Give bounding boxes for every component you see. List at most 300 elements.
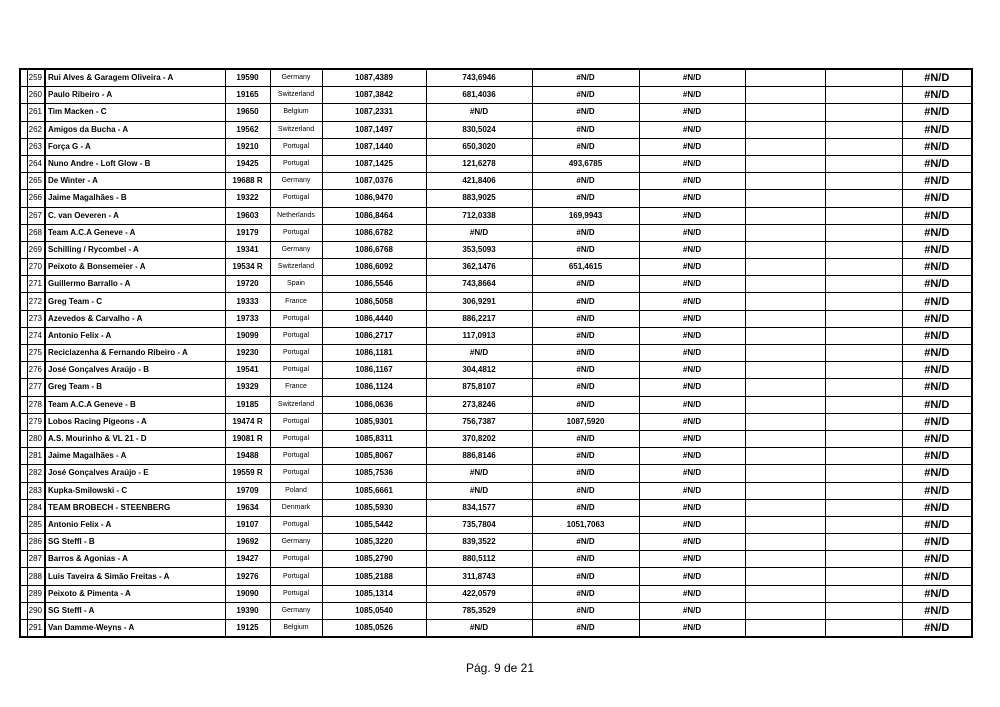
result: #N/D xyxy=(902,585,972,602)
value-1: 1085,9301 xyxy=(322,413,426,430)
row-rank: 270 xyxy=(27,259,45,276)
participant-name: SG Steffl - A xyxy=(45,602,225,619)
country: Switzerland xyxy=(270,87,322,104)
value-5 xyxy=(745,104,825,121)
value-4: #N/D xyxy=(639,396,745,413)
participant-name: Jaime Magalhães - B xyxy=(45,190,225,207)
value-5 xyxy=(745,465,825,482)
row-margin xyxy=(20,620,27,638)
value-2: 311,8743 xyxy=(426,568,532,585)
value-3: #N/D xyxy=(532,602,639,619)
result: #N/D xyxy=(902,516,972,533)
value-6 xyxy=(825,602,902,619)
value-2: 273,8246 xyxy=(426,396,532,413)
row-margin xyxy=(20,345,27,362)
value-4: #N/D xyxy=(639,620,745,638)
row-rank: 280 xyxy=(27,430,45,447)
result: #N/D xyxy=(902,259,972,276)
value-4: #N/D xyxy=(639,310,745,327)
row-rank: 260 xyxy=(27,87,45,104)
row-rank: 290 xyxy=(27,602,45,619)
value-6 xyxy=(825,104,902,121)
participant-name: Barros & Agonias - A xyxy=(45,551,225,568)
ring-number: 19603 xyxy=(225,207,270,224)
value-4: #N/D xyxy=(639,293,745,310)
value-5 xyxy=(745,516,825,533)
value-1: 1086,1181 xyxy=(322,345,426,362)
table-row xyxy=(20,413,972,430)
value-3: #N/D xyxy=(532,568,639,585)
value-4: #N/D xyxy=(639,413,745,430)
result: #N/D xyxy=(902,602,972,619)
ring-number: 19390 xyxy=(225,602,270,619)
value-5 xyxy=(745,430,825,447)
value-2: 306,9291 xyxy=(426,293,532,310)
participant-name: SG Steffl - B xyxy=(45,534,225,551)
table-row xyxy=(20,396,972,413)
ring-number: 19125 xyxy=(225,620,270,638)
value-5 xyxy=(745,138,825,155)
country: Portugal xyxy=(270,138,322,155)
value-1: 1085,2790 xyxy=(322,551,426,568)
value-6 xyxy=(825,241,902,258)
table-row xyxy=(20,551,972,568)
row-rank: 265 xyxy=(27,173,45,190)
value-2: 650,3020 xyxy=(426,138,532,155)
row-margin xyxy=(20,259,27,276)
participant-name: Guillermo Barrallo - A xyxy=(45,276,225,293)
value-1: 1085,6661 xyxy=(322,482,426,499)
value-2: #N/D xyxy=(426,224,532,241)
value-3: #N/D xyxy=(532,190,639,207)
table-row xyxy=(20,310,972,327)
participant-name: Força G - A xyxy=(45,138,225,155)
value-1: 1086,5546 xyxy=(322,276,426,293)
result: #N/D xyxy=(902,173,972,190)
value-6 xyxy=(825,259,902,276)
value-4: #N/D xyxy=(639,155,745,172)
participant-name: Kupka-Smilowski - C xyxy=(45,482,225,499)
value-6 xyxy=(825,173,902,190)
value-6 xyxy=(825,516,902,533)
row-margin xyxy=(20,190,27,207)
participant-name: Amigos da Bucha - A xyxy=(45,121,225,138)
row-rank: 261 xyxy=(27,104,45,121)
row-rank: 291 xyxy=(27,620,45,638)
value-6 xyxy=(825,568,902,585)
value-2: 756,7387 xyxy=(426,413,532,430)
value-3: #N/D xyxy=(532,465,639,482)
ring-number: 19474 R xyxy=(225,413,270,430)
value-2: #N/D xyxy=(426,465,532,482)
participant-name: José Gonçalves Araújo - E xyxy=(45,465,225,482)
row-margin xyxy=(20,121,27,138)
value-3: #N/D xyxy=(532,585,639,602)
ring-number: 19081 R xyxy=(225,430,270,447)
country: Portugal xyxy=(270,362,322,379)
value-3: #N/D xyxy=(532,104,639,121)
value-1: 1087,1497 xyxy=(322,121,426,138)
row-rank: 276 xyxy=(27,362,45,379)
results-sheet xyxy=(19,68,973,638)
participant-name: Reciclazenha & Fernando Ribeiro - A xyxy=(45,345,225,362)
ring-number: 19210 xyxy=(225,138,270,155)
row-rank: 263 xyxy=(27,138,45,155)
value-5 xyxy=(745,534,825,551)
value-3: #N/D xyxy=(532,379,639,396)
row-rank: 279 xyxy=(27,413,45,430)
value-1: 1087,1425 xyxy=(322,155,426,172)
row-rank: 283 xyxy=(27,482,45,499)
row-margin xyxy=(20,465,27,482)
row-rank: 278 xyxy=(27,396,45,413)
value-4: #N/D xyxy=(639,379,745,396)
country: Portugal xyxy=(270,345,322,362)
row-rank: 275 xyxy=(27,345,45,362)
row-margin xyxy=(20,155,27,172)
table-row xyxy=(20,121,972,138)
result: #N/D xyxy=(902,138,972,155)
value-3: #N/D xyxy=(532,499,639,516)
participant-name: Tim Macken - C xyxy=(45,104,225,121)
value-6 xyxy=(825,499,902,516)
value-6 xyxy=(825,413,902,430)
row-margin xyxy=(20,69,27,87)
value-3: #N/D xyxy=(532,69,639,87)
result: #N/D xyxy=(902,121,972,138)
value-6 xyxy=(825,345,902,362)
value-4: #N/D xyxy=(639,448,745,465)
value-1: 1087,0376 xyxy=(322,173,426,190)
value-5 xyxy=(745,379,825,396)
value-3: #N/D xyxy=(532,620,639,638)
value-4: #N/D xyxy=(639,568,745,585)
value-2: 875,8107 xyxy=(426,379,532,396)
value-4: #N/D xyxy=(639,602,745,619)
value-3: #N/D xyxy=(532,396,639,413)
value-6 xyxy=(825,482,902,499)
value-2: 886,8146 xyxy=(426,448,532,465)
table-row xyxy=(20,207,972,224)
row-rank: 273 xyxy=(27,310,45,327)
value-6 xyxy=(825,293,902,310)
value-5 xyxy=(745,190,825,207)
ring-number: 19427 xyxy=(225,551,270,568)
value-1: 1086,6768 xyxy=(322,241,426,258)
row-rank: 281 xyxy=(27,448,45,465)
value-5 xyxy=(745,155,825,172)
value-4: #N/D xyxy=(639,121,745,138)
row-margin xyxy=(20,327,27,344)
country: Portugal xyxy=(270,310,322,327)
value-4: #N/D xyxy=(639,482,745,499)
value-6 xyxy=(825,155,902,172)
table-row xyxy=(20,482,972,499)
row-rank: 274 xyxy=(27,327,45,344)
value-5 xyxy=(745,276,825,293)
value-2: 681,4036 xyxy=(426,87,532,104)
ring-number: 19333 xyxy=(225,293,270,310)
row-margin xyxy=(20,430,27,447)
value-5 xyxy=(745,327,825,344)
participant-name: C. van Oeveren - A xyxy=(45,207,225,224)
participant-name: José Gonçalves Araújo - B xyxy=(45,362,225,379)
value-6 xyxy=(825,190,902,207)
value-4: #N/D xyxy=(639,551,745,568)
value-5 xyxy=(745,396,825,413)
ring-number: 19709 xyxy=(225,482,270,499)
table-row xyxy=(20,224,972,241)
value-2: 834,1577 xyxy=(426,499,532,516)
value-4: #N/D xyxy=(639,224,745,241)
ring-number: 19688 R xyxy=(225,173,270,190)
row-rank: 262 xyxy=(27,121,45,138)
country: Portugal xyxy=(270,585,322,602)
value-2: 712,0338 xyxy=(426,207,532,224)
value-6 xyxy=(825,224,902,241)
value-1: 1086,4440 xyxy=(322,310,426,327)
row-margin xyxy=(20,551,27,568)
row-rank: 264 xyxy=(27,155,45,172)
row-margin xyxy=(20,602,27,619)
ring-number: 19165 xyxy=(225,87,270,104)
value-2: 886,2217 xyxy=(426,310,532,327)
value-6 xyxy=(825,276,902,293)
value-6 xyxy=(825,310,902,327)
value-3: #N/D xyxy=(532,293,639,310)
value-2: 785,3529 xyxy=(426,602,532,619)
table-row xyxy=(20,276,972,293)
value-3: #N/D xyxy=(532,430,639,447)
country: Germany xyxy=(270,69,322,87)
table-row xyxy=(20,259,972,276)
value-5 xyxy=(745,69,825,87)
row-rank: 277 xyxy=(27,379,45,396)
value-1: 1086,6782 xyxy=(322,224,426,241)
value-6 xyxy=(825,207,902,224)
value-4: #N/D xyxy=(639,207,745,224)
value-1: 1085,1314 xyxy=(322,585,426,602)
value-3: #N/D xyxy=(532,551,639,568)
value-4: #N/D xyxy=(639,241,745,258)
result: #N/D xyxy=(902,413,972,430)
value-6 xyxy=(825,69,902,87)
results-table xyxy=(19,68,973,638)
result: #N/D xyxy=(902,534,972,551)
table-row xyxy=(20,430,972,447)
table-row xyxy=(20,602,972,619)
country: Portugal xyxy=(270,155,322,172)
value-5 xyxy=(745,362,825,379)
value-1: 1086,2717 xyxy=(322,327,426,344)
participant-name: Antonio Felix - A xyxy=(45,327,225,344)
value-6 xyxy=(825,379,902,396)
participant-name: Jaime Magalhães - A xyxy=(45,448,225,465)
value-1: 1086,5058 xyxy=(322,293,426,310)
country: Denmark xyxy=(270,499,322,516)
result: #N/D xyxy=(902,310,972,327)
value-2: 304,4812 xyxy=(426,362,532,379)
value-1: 1087,3842 xyxy=(322,87,426,104)
value-6 xyxy=(825,551,902,568)
country: Portugal xyxy=(270,568,322,585)
value-1: 1085,2188 xyxy=(322,568,426,585)
value-1: 1087,1440 xyxy=(322,138,426,155)
ring-number: 19425 xyxy=(225,155,270,172)
value-4: #N/D xyxy=(639,534,745,551)
result: #N/D xyxy=(902,568,972,585)
row-margin xyxy=(20,413,27,430)
value-5 xyxy=(745,87,825,104)
row-margin xyxy=(20,362,27,379)
value-5 xyxy=(745,173,825,190)
country: Germany xyxy=(270,534,322,551)
result: #N/D xyxy=(902,499,972,516)
value-2: 121,6278 xyxy=(426,155,532,172)
value-4: #N/D xyxy=(639,345,745,362)
result: #N/D xyxy=(902,207,972,224)
value-2: 839,3522 xyxy=(426,534,532,551)
country: Portugal xyxy=(270,190,322,207)
table-row xyxy=(20,155,972,172)
table-row xyxy=(20,465,972,482)
value-6 xyxy=(825,138,902,155)
result: #N/D xyxy=(902,430,972,447)
value-2: 353,5093 xyxy=(426,241,532,258)
result: #N/D xyxy=(902,448,972,465)
ring-number: 19692 xyxy=(225,534,270,551)
value-1: 1085,8067 xyxy=(322,448,426,465)
value-1: 1085,5442 xyxy=(322,516,426,533)
value-3: #N/D xyxy=(532,310,639,327)
value-3: #N/D xyxy=(532,138,639,155)
value-4: #N/D xyxy=(639,276,745,293)
country: Belgium xyxy=(270,104,322,121)
value-4: #N/D xyxy=(639,173,745,190)
value-3: #N/D xyxy=(532,87,639,104)
value-1: 1086,1167 xyxy=(322,362,426,379)
row-rank: 271 xyxy=(27,276,45,293)
table-row xyxy=(20,620,972,638)
row-margin xyxy=(20,241,27,258)
value-1: 1086,8464 xyxy=(322,207,426,224)
value-3: #N/D xyxy=(532,121,639,138)
participant-name: Nuno Andre - Loft Glow - B xyxy=(45,155,225,172)
value-3: 493,6785 xyxy=(532,155,639,172)
value-3: #N/D xyxy=(532,327,639,344)
table-row xyxy=(20,241,972,258)
value-5 xyxy=(745,448,825,465)
country: Portugal xyxy=(270,551,322,568)
value-4: #N/D xyxy=(639,69,745,87)
value-4: #N/D xyxy=(639,87,745,104)
row-margin xyxy=(20,396,27,413)
result: #N/D xyxy=(902,551,972,568)
value-3: #N/D xyxy=(532,173,639,190)
value-2: 362,1476 xyxy=(426,259,532,276)
row-margin xyxy=(20,448,27,465)
results-table-body xyxy=(20,69,972,637)
result: #N/D xyxy=(902,396,972,413)
result: #N/D xyxy=(902,241,972,258)
country: Netherlands xyxy=(270,207,322,224)
value-3: #N/D xyxy=(532,362,639,379)
value-2: 422,0579 xyxy=(426,585,532,602)
row-margin xyxy=(20,310,27,327)
country: Portugal xyxy=(270,465,322,482)
row-margin xyxy=(20,585,27,602)
value-5 xyxy=(745,413,825,430)
country: Spain xyxy=(270,276,322,293)
value-1: 1085,8311 xyxy=(322,430,426,447)
value-1: 1085,3220 xyxy=(322,534,426,551)
ring-number: 19107 xyxy=(225,516,270,533)
ring-number: 19322 xyxy=(225,190,270,207)
participant-name: Rui Alves & Garagem Oliveira - A xyxy=(45,69,225,87)
ring-number: 19488 xyxy=(225,448,270,465)
participant-name: Greg Team - C xyxy=(45,293,225,310)
country: Germany xyxy=(270,602,322,619)
ring-number: 19329 xyxy=(225,379,270,396)
table-row xyxy=(20,293,972,310)
value-5 xyxy=(745,310,825,327)
value-1: 1087,4389 xyxy=(322,69,426,87)
country: France xyxy=(270,293,322,310)
value-1: 1085,0540 xyxy=(322,602,426,619)
value-6 xyxy=(825,448,902,465)
row-rank: 285 xyxy=(27,516,45,533)
country: Poland xyxy=(270,482,322,499)
country: Switzerland xyxy=(270,121,322,138)
table-row xyxy=(20,516,972,533)
row-rank: 272 xyxy=(27,293,45,310)
value-5 xyxy=(745,121,825,138)
country: Portugal xyxy=(270,327,322,344)
value-4: #N/D xyxy=(639,190,745,207)
value-6 xyxy=(825,396,902,413)
participant-name: Peixoto & Bonsemeier - A xyxy=(45,259,225,276)
country: France xyxy=(270,379,322,396)
ring-number: 19720 xyxy=(225,276,270,293)
result: #N/D xyxy=(902,362,972,379)
table-row xyxy=(20,87,972,104)
participant-name: Luis Taveira & Simão Freitas - A xyxy=(45,568,225,585)
table-row xyxy=(20,448,972,465)
result: #N/D xyxy=(902,69,972,87)
row-rank: 282 xyxy=(27,465,45,482)
ring-number: 19230 xyxy=(225,345,270,362)
row-margin xyxy=(20,293,27,310)
value-2: 370,8202 xyxy=(426,430,532,447)
participant-name: TEAM BROBECH - STEENBERG xyxy=(45,499,225,516)
participant-name: Van Damme-Weyns - A xyxy=(45,620,225,638)
country: Switzerland xyxy=(270,396,322,413)
ring-number: 19590 xyxy=(225,69,270,87)
participant-name: Greg Team - B xyxy=(45,379,225,396)
value-5 xyxy=(745,585,825,602)
country: Portugal xyxy=(270,448,322,465)
value-4: #N/D xyxy=(639,585,745,602)
row-margin xyxy=(20,276,27,293)
table-row xyxy=(20,568,972,585)
table-row xyxy=(20,534,972,551)
value-4: #N/D xyxy=(639,362,745,379)
value-4: #N/D xyxy=(639,430,745,447)
ring-number: 19179 xyxy=(225,224,270,241)
value-2: 743,8664 xyxy=(426,276,532,293)
value-3: #N/D xyxy=(532,224,639,241)
value-5 xyxy=(745,293,825,310)
